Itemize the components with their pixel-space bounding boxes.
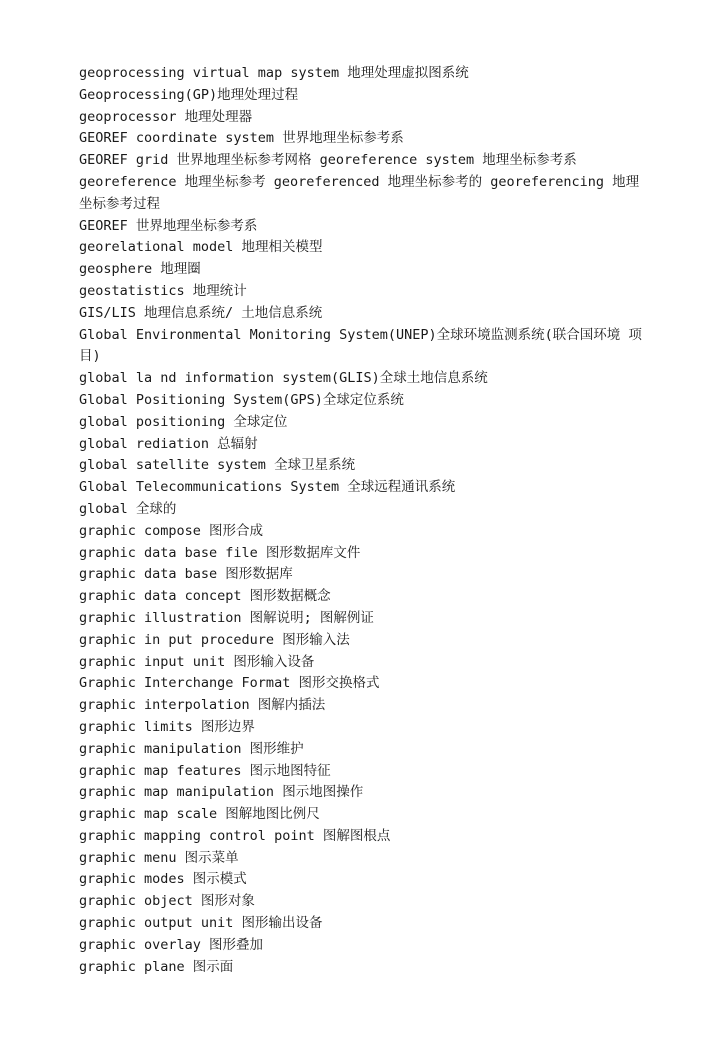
glossary-entry: geostatistics 地理统计 xyxy=(79,282,247,299)
glossary-entry: graphic modes 图示模式 xyxy=(79,871,247,888)
glossary-entry: graphic interpolation 图解内插法 xyxy=(79,697,326,714)
glossary-entry: graphic data base file 图形数据库文件 xyxy=(79,544,361,561)
glossary-entry: graphic object 图形对象 xyxy=(79,893,255,910)
glossary-entry: GIS/LIS 地理信息系统/ 土地信息系统 xyxy=(79,304,323,321)
glossary-entry: graphic in put procedure 图形输入法 xyxy=(79,631,350,648)
glossary-entry: Global Positioning System(GPS)全球定位系统 xyxy=(79,391,404,408)
glossary-entry: GEOREF coordinate system 世界地理坐标参考系 xyxy=(79,130,404,147)
glossary-entry: global satellite system 全球卫星系统 xyxy=(79,457,356,474)
glossary-entry: GEOREF grid 世界地理坐标参考网格 georeference system 地理坐标参考系 xyxy=(79,152,577,169)
glossary-entry: georeference 地理坐标参考 georeferenced 地理坐标参考的 georeferencing 地理坐标参考过程 xyxy=(79,173,640,212)
glossary-entry: global positioning 全球定位 xyxy=(79,413,288,430)
glossary-entry: graphic data base 图形数据库 xyxy=(79,566,293,583)
glossary-list xyxy=(79,63,649,978)
glossary-entry: graphic limits 图形边界 xyxy=(79,718,255,735)
glossary-entry: graphic manipulation 图形维护 xyxy=(79,740,304,757)
glossary-entry: graphic map manipulation 图示地图操作 xyxy=(79,784,364,801)
glossary-entry: geoprocessing virtual map system 地理处理虚拟图系统 xyxy=(79,65,469,81)
glossary-entry: graphic output unit 图形输出设备 xyxy=(79,915,323,932)
glossary-entry: global 全球的 xyxy=(79,500,177,517)
glossary-entry: graphic menu 图示菜单 xyxy=(79,849,239,866)
glossary-entry: graphic illustration 图解说明; 图解例证 xyxy=(79,609,374,626)
glossary-entry: GEOREF 世界地理坐标参考系 xyxy=(79,217,258,234)
glossary-entry: graphic map scale 图解地图比例尺 xyxy=(79,806,320,823)
glossary-entry: global rediation 总辐射 xyxy=(79,435,258,452)
glossary-entry: graphic plane 图示面 xyxy=(79,958,234,975)
glossary-entry: graphic overlay 图形叠加 xyxy=(79,936,264,953)
glossary-entry: graphic input unit 图形输入设备 xyxy=(79,653,315,670)
glossary-entry: georelational model 地理相关模型 xyxy=(79,239,323,256)
glossary-entry: Global Environmental Monitoring System(UNEP)全球环境监测系统(联合国环境 项目) xyxy=(79,326,642,365)
glossary-entry: geoprocessor 地理处理器 xyxy=(79,108,253,125)
glossary-entry: Geoprocessing(GP)地理处理过程 xyxy=(79,86,299,103)
glossary-entry: Graphic Interchange Format 图形交换格式 xyxy=(79,675,380,692)
glossary-entry: global la nd information system(GLIS)全球土地信息系统 xyxy=(79,370,488,387)
glossary-entry: graphic compose 图形合成 xyxy=(79,522,264,539)
glossary-entry: Global Telecommunications System 全球远程通讯系统 xyxy=(79,479,456,496)
glossary-entry: graphic data concept 图形数据概念 xyxy=(79,588,331,605)
glossary-entry: graphic mapping control point 图解图根点 xyxy=(79,827,391,844)
glossary-entry: graphic map features 图示地图特征 xyxy=(79,762,331,779)
glossary-entry: geosphere 地理圈 xyxy=(79,261,201,278)
